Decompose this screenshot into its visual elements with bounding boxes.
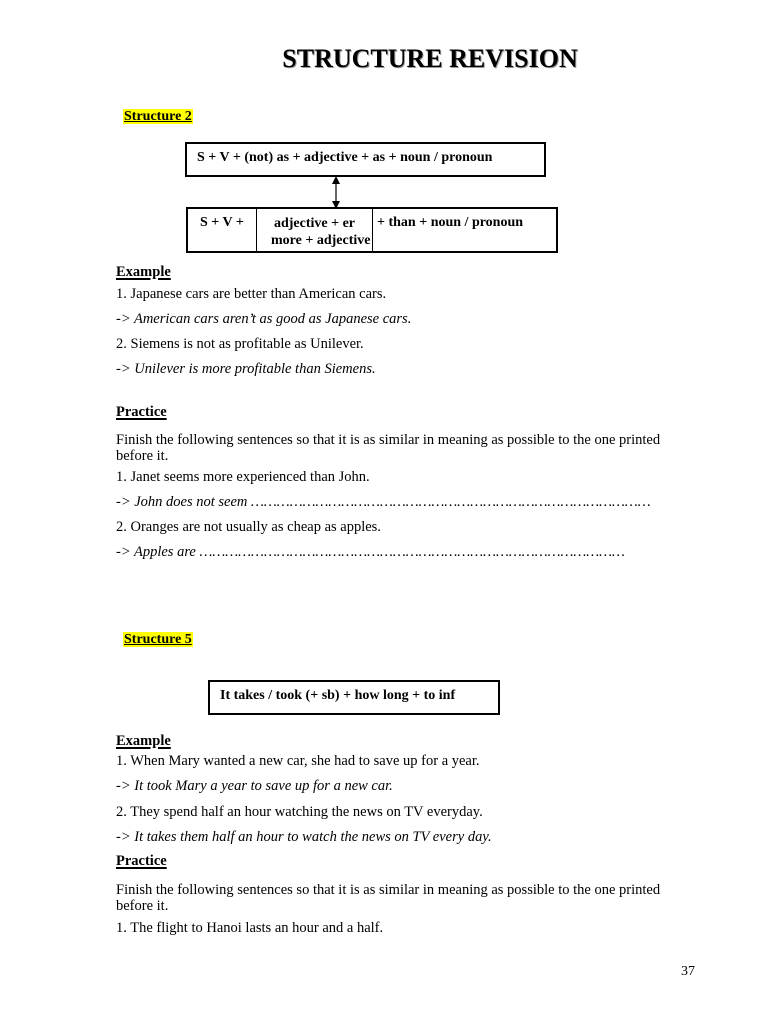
structure-5-label [123,630,193,648]
page-number: 37 [681,964,695,979]
structure-2-bottom-formula-box [186,207,558,253]
example-sentence: 2. Siemens is not as profitable as Unilever. [116,336,364,352]
structure-5-label-text: Structure 5 [124,632,192,647]
page-title: STRUCTURE REVISION [282,44,578,73]
double-arrow-icon [326,176,346,209]
example-sentence: 1. When Mary wanted a new car, she had to save up for a year. [116,753,480,769]
example-answer: -> Unilever is more profitable than Siemens. [116,361,376,377]
formula-comparative-line-2: more + adjective [271,233,371,248]
structure-5-practice-heading: Practice [116,853,167,869]
practice-answer-blank: -> Apples are ……………………………………………………………………………………… [116,544,625,560]
structure-2-label [123,107,193,125]
example-sentence: 1. Japanese cars are better than American cars. [116,286,387,302]
formula-cell-subject-verb: S + V + [188,209,257,251]
example-answer: -> American cars aren’t as good as Japanese cars. [116,311,412,327]
practice-answer-blank: -> John does not seem ………………………………………………………………………………… [116,494,651,510]
practice-sentence: 2. Oranges are not usually as cheap as apples. [116,519,381,535]
practice-sentence: 1. Janet seems more experienced than John. [116,469,370,485]
structure-5-formula-box: It takes / took (+ sb) + how long + to inf [208,680,500,715]
example-sentence: 2. They spend half an hour watching the news on TV everyday. [116,804,483,820]
formula-cell-than: + than + noun / pronoun [377,215,524,230]
structure-5-example-heading: Example [116,733,171,749]
structure-2-example-heading: Example [116,264,171,280]
practice-sentence: 1. The flight to Hanoi lasts an hour and a half. [116,920,384,936]
formula-cell-comparative [257,209,373,251]
structure-2-label-text: Structure 2 [124,109,192,124]
practice-instruction: Finish the following sentences so that it is as similar in meaning as possible to the one printed before it. [116,432,661,464]
structure-2-top-formula-box: S + V + (not) as + adjective + as + noun / pronoun [185,142,546,177]
formula-comparative-line-1: adjective + er [273,216,356,231]
example-answer: -> It took Mary a year to save up for a new car. [116,778,393,794]
practice-instruction: Finish the following sentences so that it is as similar in meaning as possible to the one printed before it. [116,882,661,914]
structure-2-practice-heading: Practice [116,404,167,420]
example-answer: -> It takes them half an hour to watch the news on TV every day. [116,829,492,845]
